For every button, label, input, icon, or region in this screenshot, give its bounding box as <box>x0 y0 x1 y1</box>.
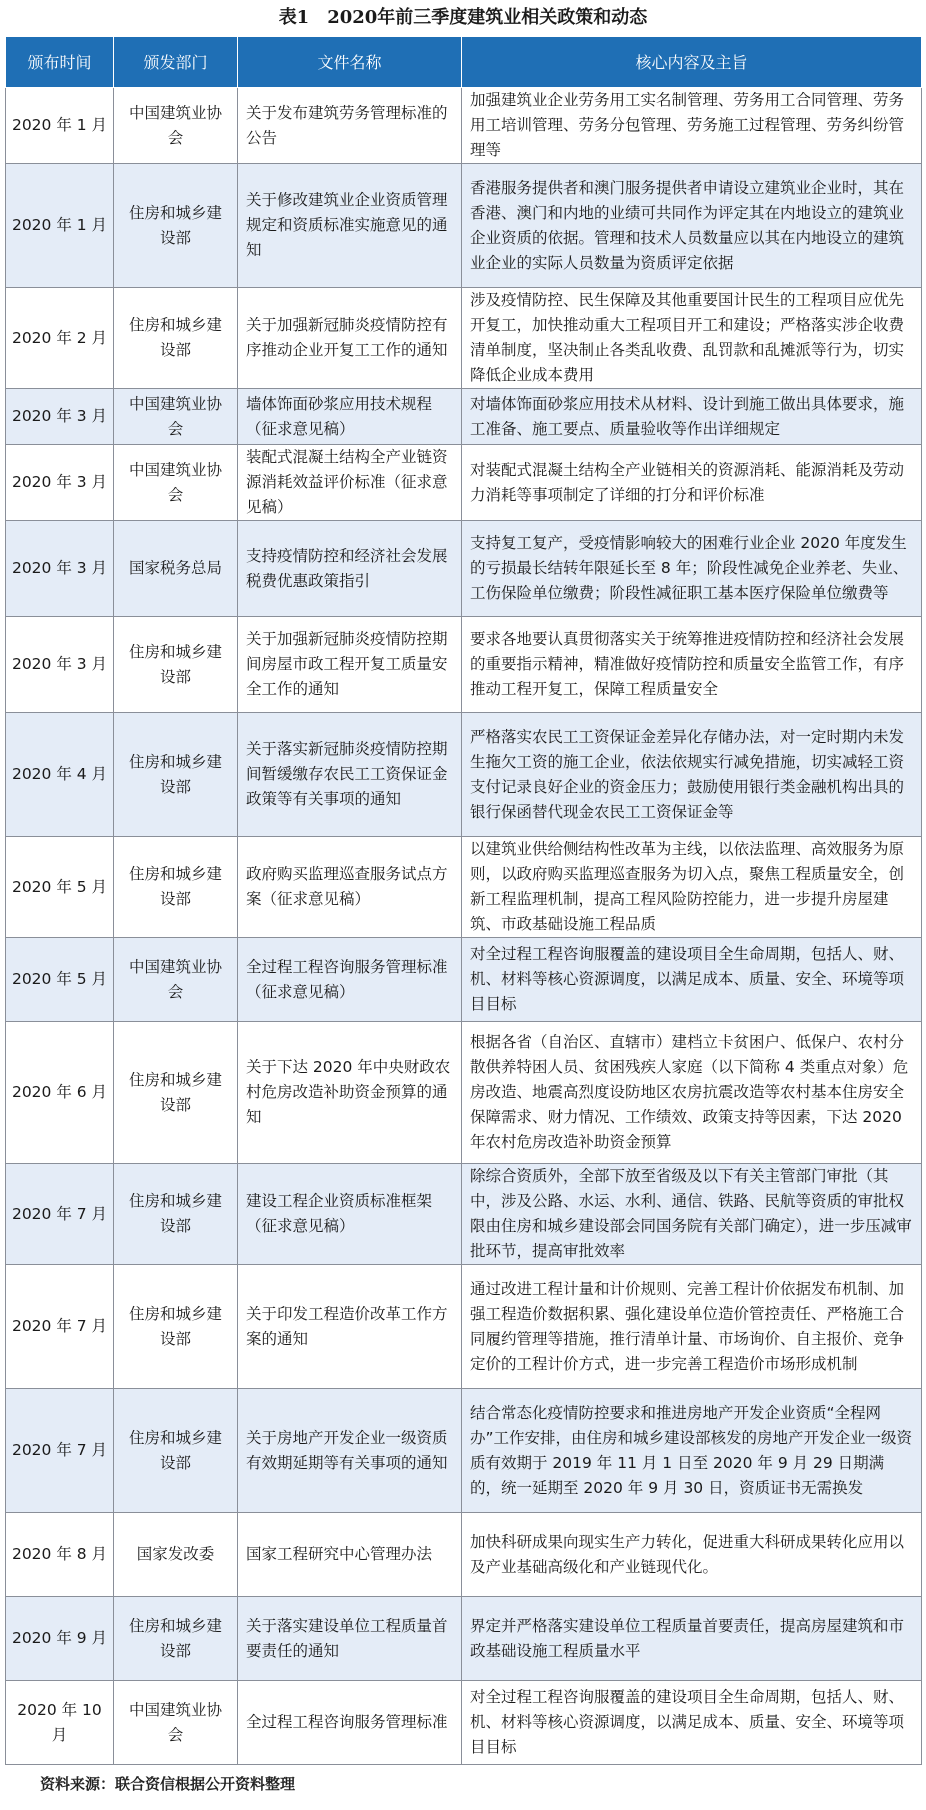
table-row <box>6 445 922 521</box>
cell-dept: 住房和城乡建设部 <box>114 1389 238 1513</box>
cell-doc: 全过程工程咨询服务管理标准 <box>238 1681 462 1765</box>
cell-core: 加强建筑业企业劳务用工实名制管理、劳务用工合同管理、劳务用工培训管理、劳务分包管理、劳务施工过程管理、劳务纠纷管理等 <box>462 88 922 164</box>
cell-doc: 国家工程研究中心管理办法 <box>238 1513 462 1597</box>
cell-doc: 关于发布建筑劳务管理标准的公告 <box>238 88 462 164</box>
cell-dept: 住房和城乡建设部 <box>114 288 238 389</box>
cell-dept: 住房和城乡建设部 <box>114 1597 238 1681</box>
cell-time: 2020 年 5 月 <box>6 837 114 938</box>
cell-time: 2020 年 1 月 <box>6 164 114 288</box>
cell-dept: 中国建筑业协会 <box>114 445 238 521</box>
cell-dept: 住房和城乡建设部 <box>114 1265 238 1389</box>
table-row <box>6 389 922 445</box>
cell-core: 界定并严格落实建设单位工程质量首要责任，提高房屋建筑和市政基础设施工程质量水平 <box>462 1597 922 1681</box>
table-row <box>6 1164 922 1265</box>
cell-doc: 装配式混凝土结构全产业链资源消耗效益评价标准（征求意见稿） <box>238 445 462 521</box>
cell-doc: 墙体饰面砂浆应用技术规程（征求意见稿） <box>238 389 462 445</box>
cell-time: 2020 年 9 月 <box>6 1597 114 1681</box>
cell-core: 要求各地要认真贯彻落实关于统筹推进疫情防控和经济社会发展的重要指示精神，精准做好疫情防控和质量安全监管工作，有序推动工程开复工，保障工程质量安全 <box>462 617 922 713</box>
cell-dept: 中国建筑业协会 <box>114 1681 238 1765</box>
policy-table <box>5 36 922 1765</box>
cell-time: 2020 年 6 月 <box>6 1022 114 1164</box>
cell-time: 2020 年 1 月 <box>6 88 114 164</box>
cell-time: 2020 年 10 月 <box>6 1681 114 1765</box>
header-doc: 文件名称 <box>238 37 462 88</box>
cell-doc: 全过程工程咨询服务管理标准（征求意见稿） <box>238 938 462 1022</box>
cell-core: 支持复工复产，受疫情影响较大的困难行业企业 2020 年度发生的亏损最长结转年限延长至 8 年；阶段性减免企业养老、失业、工伤保险单位缴费；阶段性减征职工基本医疗保险单位缴费等 <box>462 521 922 617</box>
cell-core: 除综合资质外，全部下放至省级及以下有关主管部门审批（其中，涉及公路、水运、水利、通信、铁路、民航等资质的审批权限由住房和城乡建设部会同国务院有关部门确定），进一步压减审批环节，提高审批效率 <box>462 1164 922 1265</box>
cell-time: 2020 年 3 月 <box>6 617 114 713</box>
table-row <box>6 521 922 617</box>
table-title: 表1 2020年前三季度建筑业相关政策和动态 <box>278 7 648 28</box>
table-row <box>6 88 922 164</box>
cell-core: 通过改进工程计量和计价规则、完善工程计价依据发布机制、加强工程造价数据积累、强化建设单位造价管控责任、严格施工合同履约管理等措施，推行清单计量、市场询价、自主报价、竞争定价的工程计价方式，进一步完善工程造价市场形成机制 <box>462 1265 922 1389</box>
cell-time: 2020 年 7 月 <box>6 1265 114 1389</box>
cell-time: 2020 年 4 月 <box>6 713 114 837</box>
table-row <box>6 617 922 713</box>
cell-doc: 关于落实新冠肺炎疫情防控期间暂缓缴存农民工工资保证金政策等有关事项的通知 <box>238 713 462 837</box>
table-row <box>6 164 922 288</box>
cell-dept: 住房和城乡建设部 <box>114 837 238 938</box>
table-row <box>6 1265 922 1389</box>
table-row <box>6 1513 922 1597</box>
table-row <box>6 1389 922 1513</box>
cell-core: 对全过程工程咨询服覆盖的建设项目全生命周期，包括人、财、机、材料等核心资源调度，以满足成本、质量、安全、环境等项目目标 <box>462 938 922 1022</box>
cell-dept: 中国建筑业协会 <box>114 88 238 164</box>
cell-doc: 关于印发工程造价改革工作方案的通知 <box>238 1265 462 1389</box>
cell-core: 以建筑业供给侧结构性改革为主线，以依法监理、高效服务为原则，以政府购买监理巡查服务为切入点，聚焦工程质量安全，创新工程监理机制，提高工程风险防控能力，进一步提升房屋建筑、市政基础设施工程品质 <box>462 837 922 938</box>
table-row <box>6 713 922 837</box>
cell-time: 2020 年 3 月 <box>6 389 114 445</box>
cell-dept: 住房和城乡建设部 <box>114 1164 238 1265</box>
cell-doc: 关于房地产开发企业一级资质有效期延期等有关事项的通知 <box>238 1389 462 1513</box>
cell-core: 对全过程工程咨询服覆盖的建设项目全生命周期，包括人、财、机、材料等核心资源调度，以满足成本、质量、安全、环境等项目目标 <box>462 1681 922 1765</box>
header-time: 颁布时间 <box>6 37 114 88</box>
cell-core: 严格落实农民工工资保证金差异化存储办法，对一定时期内未发生拖欠工资的施工企业，依法依规实行减免措施，切实减轻工资支付记录良好企业的资金压力；鼓励使用银行类金融机构出具的银行保函替代现金农民工工资保证金等 <box>462 713 922 837</box>
cell-doc: 建设工程企业资质标准框架（征求意见稿） <box>238 1164 462 1265</box>
cell-dept: 中国建筑业协会 <box>114 389 238 445</box>
cell-time: 2020 年 8 月 <box>6 1513 114 1597</box>
cell-dept: 住房和城乡建设部 <box>114 617 238 713</box>
header-row <box>6 37 922 88</box>
cell-dept: 国家发改委 <box>114 1513 238 1597</box>
cell-doc: 关于下达 2020 年中央财政农村危房改造补助资金预算的通知 <box>238 1022 462 1164</box>
cell-time: 2020 年 5 月 <box>6 938 114 1022</box>
cell-doc: 支持疫情防控和经济社会发展税费优惠政策指引 <box>238 521 462 617</box>
source-note: 资料来源：联合资信根据公开资料整理 <box>40 1775 296 1793</box>
cell-core: 根据各省（自治区、直辖市）建档立卡贫困户、低保户、农村分散供养特困人员、贫困残疾人家庭（以下简称 4 类重点对象）危房改造、地震高烈度设防地区农房抗震改造等农村基本住房安全保障需求、财力情况、工作绩效、政策支持等因素，下达 2020 年农村危房改造补助资金预算 <box>462 1022 922 1164</box>
cell-doc: 关于修改建筑业企业资质管理规定和资质标准实施意见的通知 <box>238 164 462 288</box>
cell-time: 2020 年 7 月 <box>6 1389 114 1513</box>
cell-doc: 关于落实建设单位工程质量首要责任的通知 <box>238 1597 462 1681</box>
cell-time: 2020 年 3 月 <box>6 521 114 617</box>
table-row <box>6 1022 922 1164</box>
cell-core: 对墙体饰面砂浆应用技术从材料、设计到施工做出具体要求，施工准备、施工要点、质量验收等作出详细规定 <box>462 389 922 445</box>
cell-time: 2020 年 3 月 <box>6 445 114 521</box>
cell-core: 涉及疫情防控、民生保障及其他重要国计民生的工程项目应优先开复工，加快推动重大工程项目开工和建设；严格落实涉企收费清单制度，坚决制止各类乱收费、乱罚款和乱摊派等行为，切实降低企业成本费用 <box>462 288 922 389</box>
cell-dept: 中国建筑业协会 <box>114 938 238 1022</box>
cell-dept: 国家税务总局 <box>114 521 238 617</box>
cell-dept: 住房和城乡建设部 <box>114 1022 238 1164</box>
table-row <box>6 288 922 389</box>
table-row <box>6 938 922 1022</box>
header-dept: 颁发部门 <box>114 37 238 88</box>
header-core: 核心内容及主旨 <box>462 37 922 88</box>
cell-core: 加快科研成果向现实生产力转化，促进重大科研成果转化应用以及产业基础高级化和产业链现代化。 <box>462 1513 922 1597</box>
table-row <box>6 837 922 938</box>
table-row <box>6 1597 922 1681</box>
cell-time: 2020 年 7 月 <box>6 1164 114 1265</box>
cell-doc: 关于加强新冠肺炎疫情防控有序推动企业开复工工作的通知 <box>238 288 462 389</box>
cell-core: 对装配式混凝土结构全产业链相关的资源消耗、能源消耗及劳动力消耗等事项制定了详细的打分和评价标准 <box>462 445 922 521</box>
cell-time: 2020 年 2 月 <box>6 288 114 389</box>
cell-doc: 关于加强新冠肺炎疫情防控期间房屋市政工程开复工质量安全工作的通知 <box>238 617 462 713</box>
cell-core: 香港服务提供者和澳门服务提供者申请设立建筑业企业时，其在香港、澳门和内地的业绩可共同作为评定其在内地设立的建筑业企业资质的依据。管理和技术人员数量应以其在内地设立的建筑业企业的实际人员数量为资质评定依据 <box>462 164 922 288</box>
table-row <box>6 1681 922 1765</box>
cell-dept: 住房和城乡建设部 <box>114 713 238 837</box>
cell-doc: 政府购买监理巡查服务试点方案（征求意见稿） <box>238 837 462 938</box>
cell-core: 结合常态化疫情防控要求和推进房地产开发企业资质“全程网办”工作安排，由住房和城乡建设部核发的房地产开发企业一级资质有效期于 2019 年 11 月 1 日至 2020 年 9 月 29 日期满的，统一延期至 2020 年 9 月 30 日，资质证书无需换发 <box>462 1389 922 1513</box>
cell-dept: 住房和城乡建设部 <box>114 164 238 288</box>
